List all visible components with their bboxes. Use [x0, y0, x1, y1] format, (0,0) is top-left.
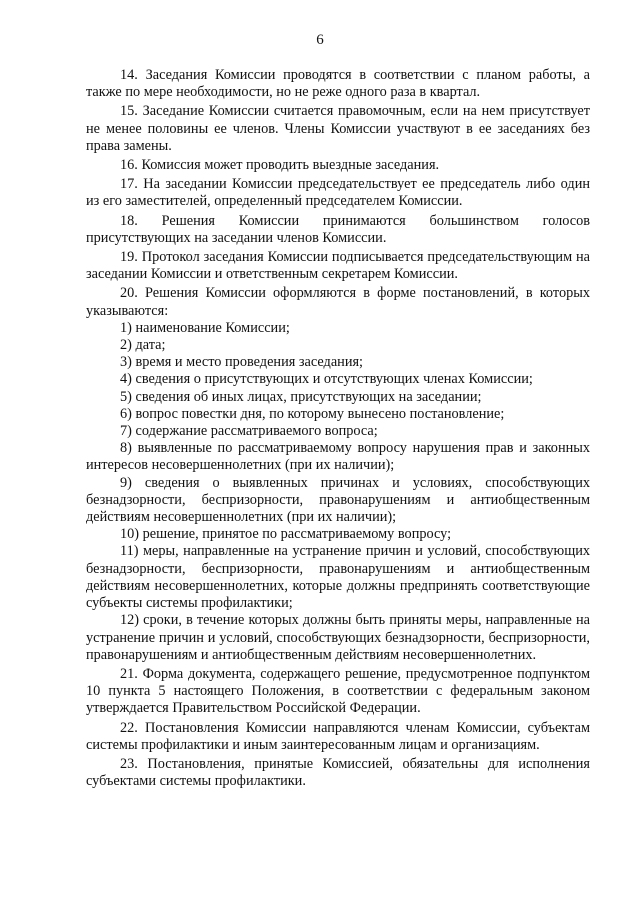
paragraph-14: 14. Заседания Комиссии проводятся в соответствии с планом работы, а также по мере необходимости, но не реже одного раза в квартал.	[86, 67, 590, 101]
paragraph-23: 23. Постановления, принятые Комиссией, обязательны для исполнения субъектами системы профилактики.	[86, 755, 590, 790]
list-item: 12) сроки, в течение которых должны быть приняты меры, направленные на устранение причин и условий, способствующих безнадзорности, беспризорности, правонарушениям и антиобщественным действиям несовершеннолетних.	[86, 612, 590, 663]
paragraph-20: 20. Решения Комиссии оформляются в форме постановлений, в которых указываются:	[86, 285, 590, 319]
list-item: 3) время и место проведения заседания;	[120, 354, 364, 371]
list-item: 6) вопрос повестки дня, по которому вынесено постановление;	[120, 405, 505, 422]
paragraph-17: 17. На заседании Комиссии председательствует ее председатель либо один из его заместителей, определенный председателем Комиссии.	[86, 176, 590, 210]
list-item: 2) дата;	[120, 337, 166, 354]
paragraph-15: 15. Заседание Комиссии считается правомочным, если на нем присутствует не менее половины ее членов. Члены Комиссии участвуют в ее заседаниях без права замены.	[86, 103, 590, 154]
decision-contents-list	[86, 320, 590, 664]
list-item: 5) сведения об иных лицах, присутствующих на заседании;	[120, 388, 482, 405]
list-item: 11) меры, направленные на устранение причин и условий, способствующих безнадзорности, беспризорности, правонарушениям и антиобщественным действиям несовершеннолетних, которые должны предпринять соответствующие субъекты системы профилактики;	[86, 543, 590, 612]
list-item: 8) выявленные по рассматриваемому вопросу нарушения прав и законных интересов несовершеннолетних (при их наличии);	[86, 440, 590, 474]
paragraph-19: 19. Протокол заседания Комиссии подписывается председательствующим на заседании Комиссии и ответственным секретарем Комиссии.	[86, 249, 590, 283]
paragraph-21: 21. Форма документа, содержащего решение, предусмотренное подпунктом 10 пункта 5 настоящего Положения, в соответствии с федеральным законом утверждается Правительством Российской Федерации.	[86, 665, 590, 717]
list-item: 9) сведения о выявленных причинах и условиях, способствующих безнадзорности, беспризорности, правонарушениям и антиобщественным действиям несовершеннолетних (при их наличии);	[86, 474, 590, 526]
list-item: 1) наименование Комиссии;	[120, 319, 290, 336]
paragraph-22: 22. Постановления Комиссии направляются членам Комиссии, субъектам системы профилактики и иным заинтересованным лицам и организациям.	[86, 719, 590, 753]
list-item: 7) содержание рассматриваемого вопроса;	[120, 423, 378, 440]
list-item: 4) сведения о присутствующих и отсутствующих членах Комиссии;	[120, 371, 533, 388]
paragraph-16: 16. Комиссия может проводить выездные заседания.	[120, 157, 440, 174]
paragraph-18: 18. Решения Комиссии принимаются большинством голосов присутствующих на заседании членов Комиссии.	[86, 212, 590, 246]
list-item: 10) решение, принятое по рассматриваемому вопросу;	[120, 526, 452, 543]
page-number: 6	[316, 32, 324, 48]
document-body	[86, 67, 590, 790]
